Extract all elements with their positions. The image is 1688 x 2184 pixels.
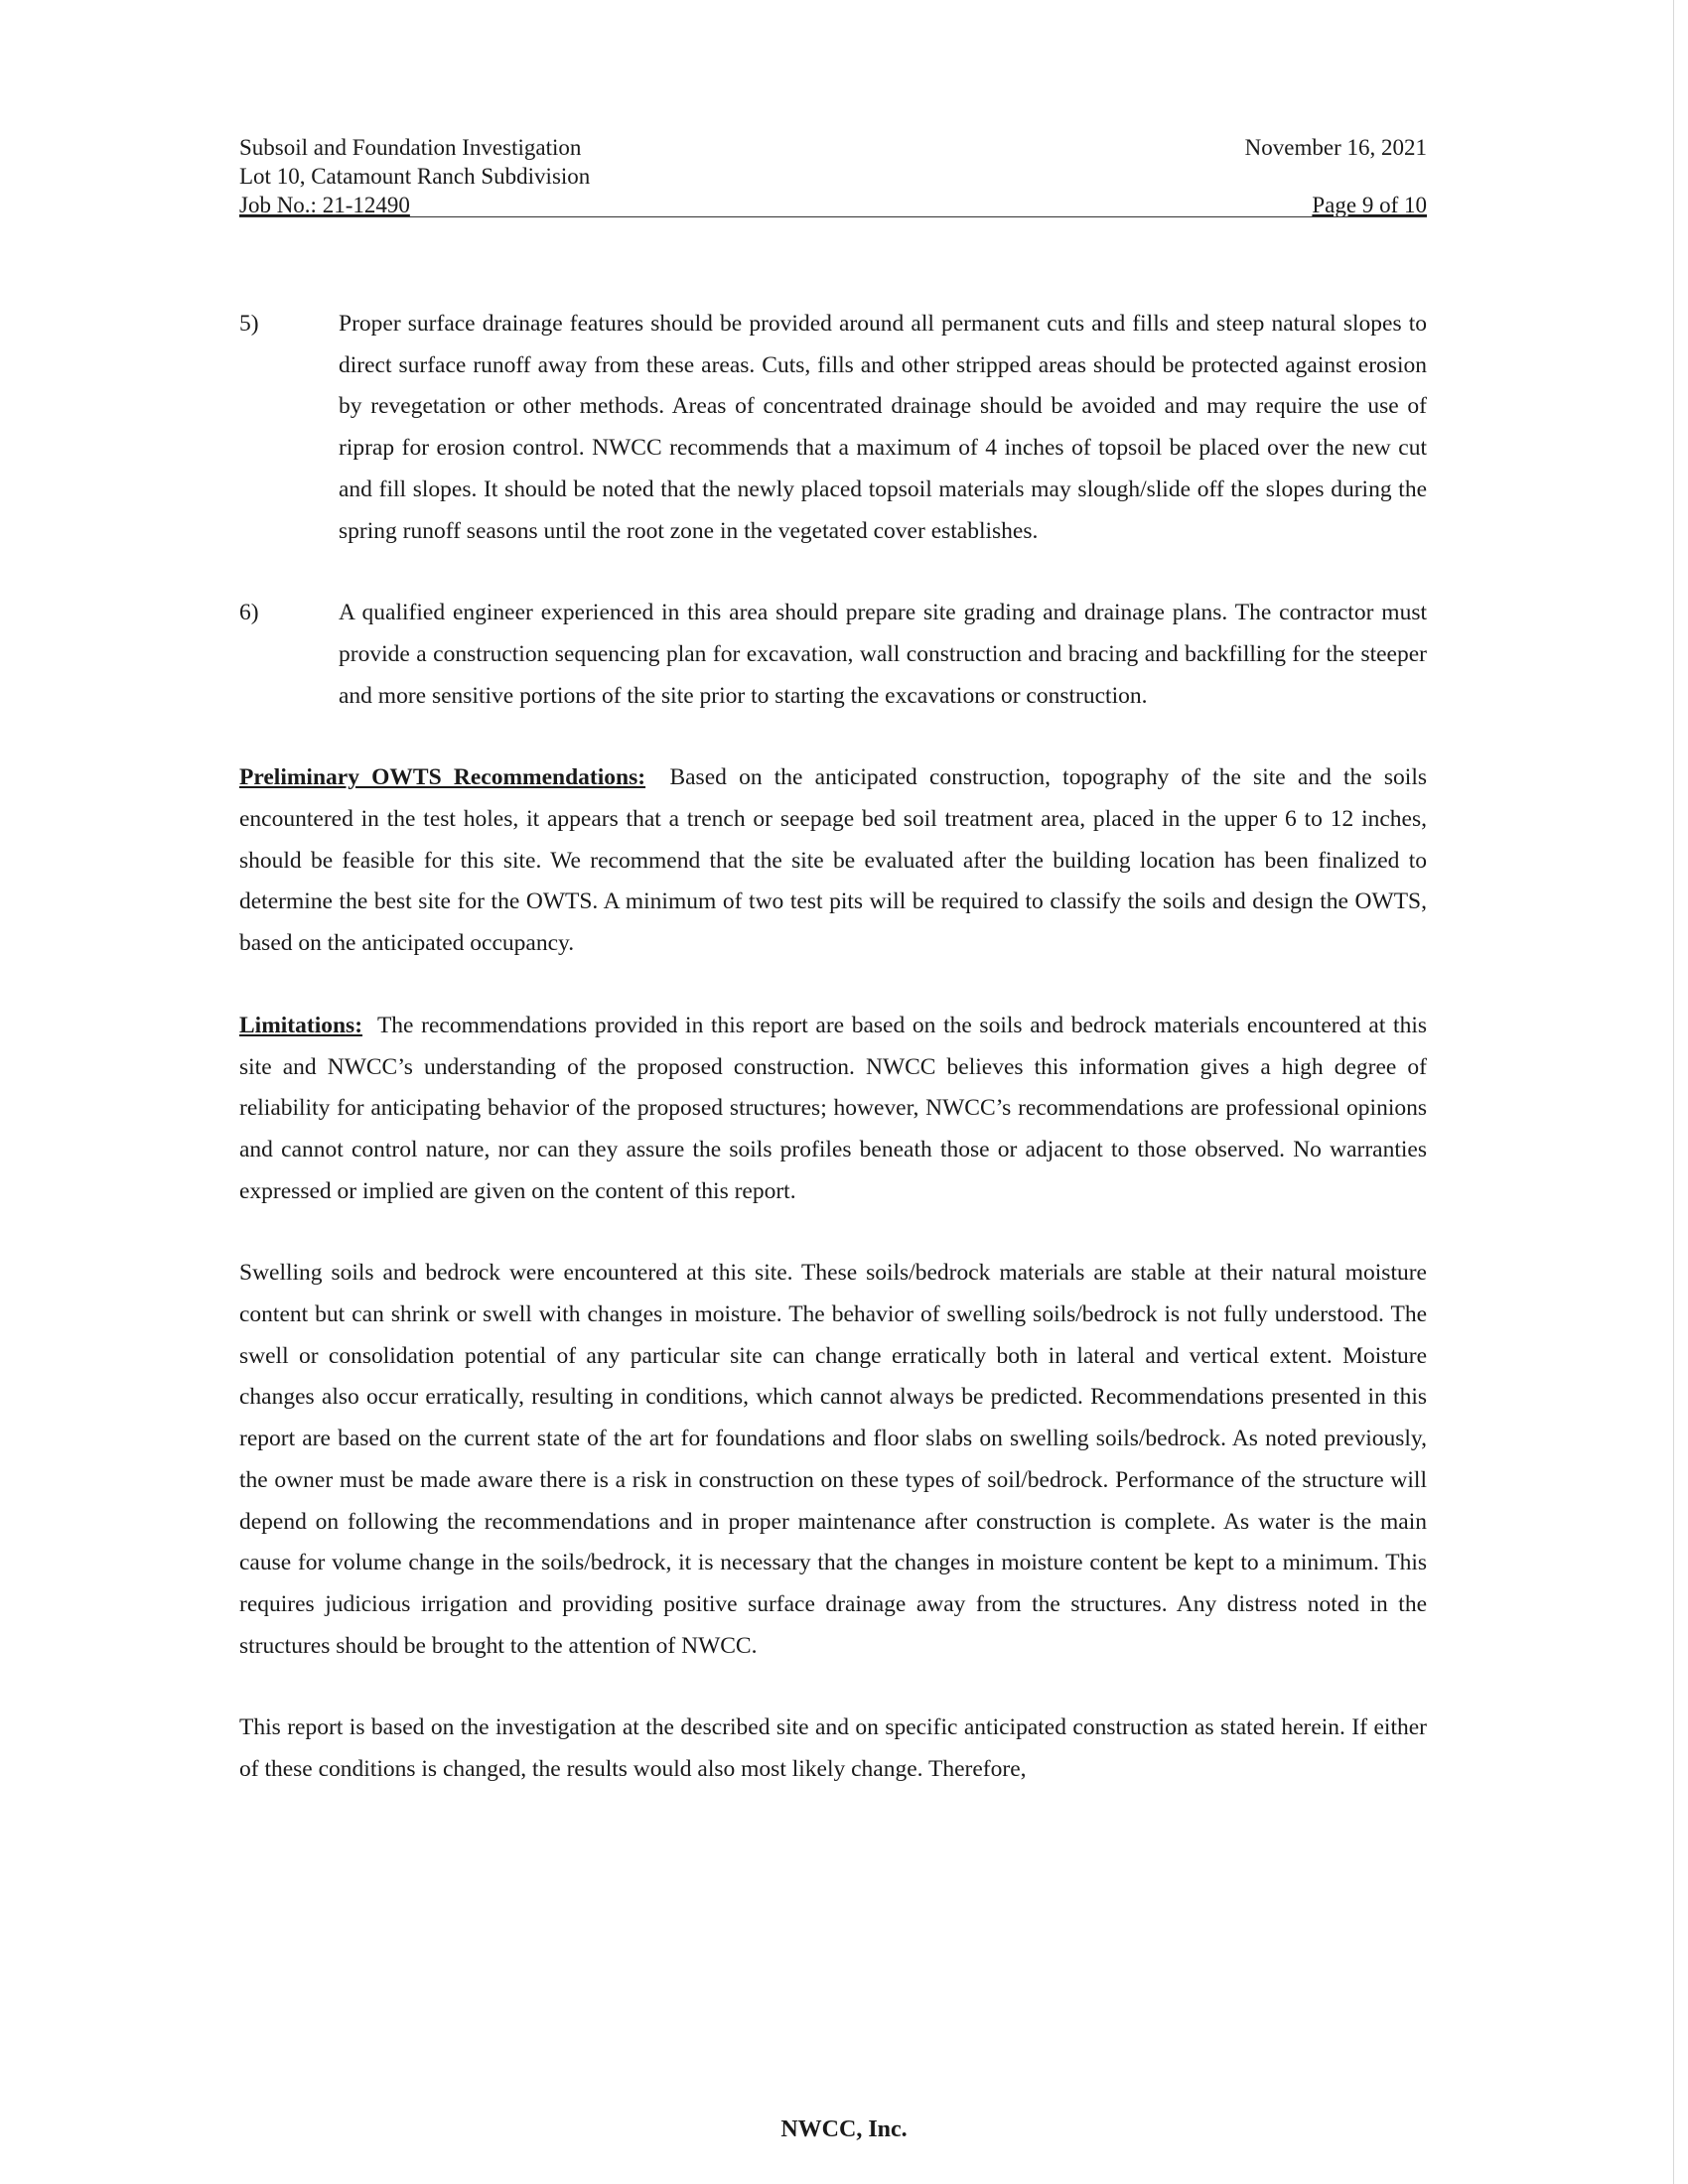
list-item: [239, 304, 1427, 552]
list-item: [239, 593, 1427, 717]
job-number: Job No.: 21-12490: [239, 193, 410, 217]
owts-paragraph: [239, 757, 1427, 965]
list-item-number: 6): [239, 600, 259, 626]
owts-heading: Preliminary OWTS Recommendations:: [239, 764, 646, 791]
final-paragraph: This report is based on the investigation at the described site and on specific anticipated construction as stated herein. If either of these conditions is changed, the results would also most likely change. Therefore,: [239, 1714, 1427, 1783]
owts-text: Based on the anticipated construction, topography of the site and the soils encountered in the test holes, it appears that a trench or seepage bed soil treatment area, placed in the upper 6 to 12 inches, should be feasible for this site. We recommend that the site be evaluated after the building location has been finalized to determine the best site for the OWTS. A minimum of two test pits will be required to classify the soils and design the OWTS, based on the anticipated occupancy.: [239, 764, 1428, 957]
page-number: Page 9 of 10: [1312, 193, 1427, 217]
page-footer: NWCC, Inc.: [780, 2116, 908, 2142]
list-item-number: 5): [239, 311, 259, 337]
limitations-text: The recommendations provided in this report are based on the soils and bedrock materials encountered at this site and NWCC’s understanding of the proposed construction. NWCC believes this information gives a high degree of reliability for anticipating behavior of the proposed structures; however, NWCC’s recommendations are professional opinions and cannot control nature, nor can they assure the soils profiles beneath those or adjacent to those observed. No warranties expressed or implied are given on the content of this report.: [239, 1012, 1427, 1204]
report-date: November 16, 2021: [1244, 135, 1427, 160]
limitations-paragraph: [239, 1006, 1427, 1213]
header-right: [1245, 133, 1427, 219]
header-left: [239, 133, 590, 219]
limitations-heading: Limitations:: [239, 1012, 363, 1038]
swelling-paragraph: Swelling soils and bedrock were encountered at this site. These soils/bedrock materials are stable at their natural moisture content but can shrink or swell with changes in moisture. The behavior of swelling soils/bedrock is not fully understood. The swell or consolidation potential of any particular site can change erratically both in lateral and vertical extent. Moisture changes also occur erratically, resulting in conditions, which cannot always be predicted. Recommendations presented in this report are based on the current state of the art for foundations and floor slabs on swelling soils/bedrock. As noted previously, the owner must be made aware there is a risk in construction on these types of soil/bedrock. Performance of the structure will depend on following the recommendations and in proper maintenance after construction is complete. As water is the main cause for volume change in the soils/bedrock, it is necessary that the changes in moisture content be kept to a minimum. This requires judicious irrigation and providing positive surface drainage away from the structures. Any distress noted in the structures should be brought to the attention of NWCC.: [239, 1260, 1427, 1659]
report-title: Subsoil and Foundation Investigation: [239, 135, 582, 160]
project-location: Lot 10, Catamount Ranch Subdivision: [239, 164, 591, 189]
list-item-text: A qualified engineer experienced in this area should prepare site grading and drainage plans. The contractor must provide a construction sequencing plan for excavation, wall construction and bracing and backfilling for the steeper and more sensitive portions of the site prior to starting the excavations or construction.: [339, 600, 1427, 709]
scan-edge-line: [1673, 0, 1674, 2184]
list-item-text: Proper surface drainage features should be provided around all permanent cuts and fills and steep natural slopes to direct surface runoff away from these areas. Cuts, fills and other stripped areas should be protected against erosion by revegetation or other methods. Areas of concentrated drainage should be avoided and may require the use of riprap for erosion control. NWCC recommends that a maximum of 4 inches of topsoil be placed over the new cut and fill slopes. It should be noted that the newly placed topsoil materials may slough/slide off the slopes during the spring runoff seasons until the root zone in the vegetated cover establishes.: [339, 311, 1427, 544]
header-rule: [239, 216, 1427, 217]
page-body: [239, 304, 1427, 1832]
